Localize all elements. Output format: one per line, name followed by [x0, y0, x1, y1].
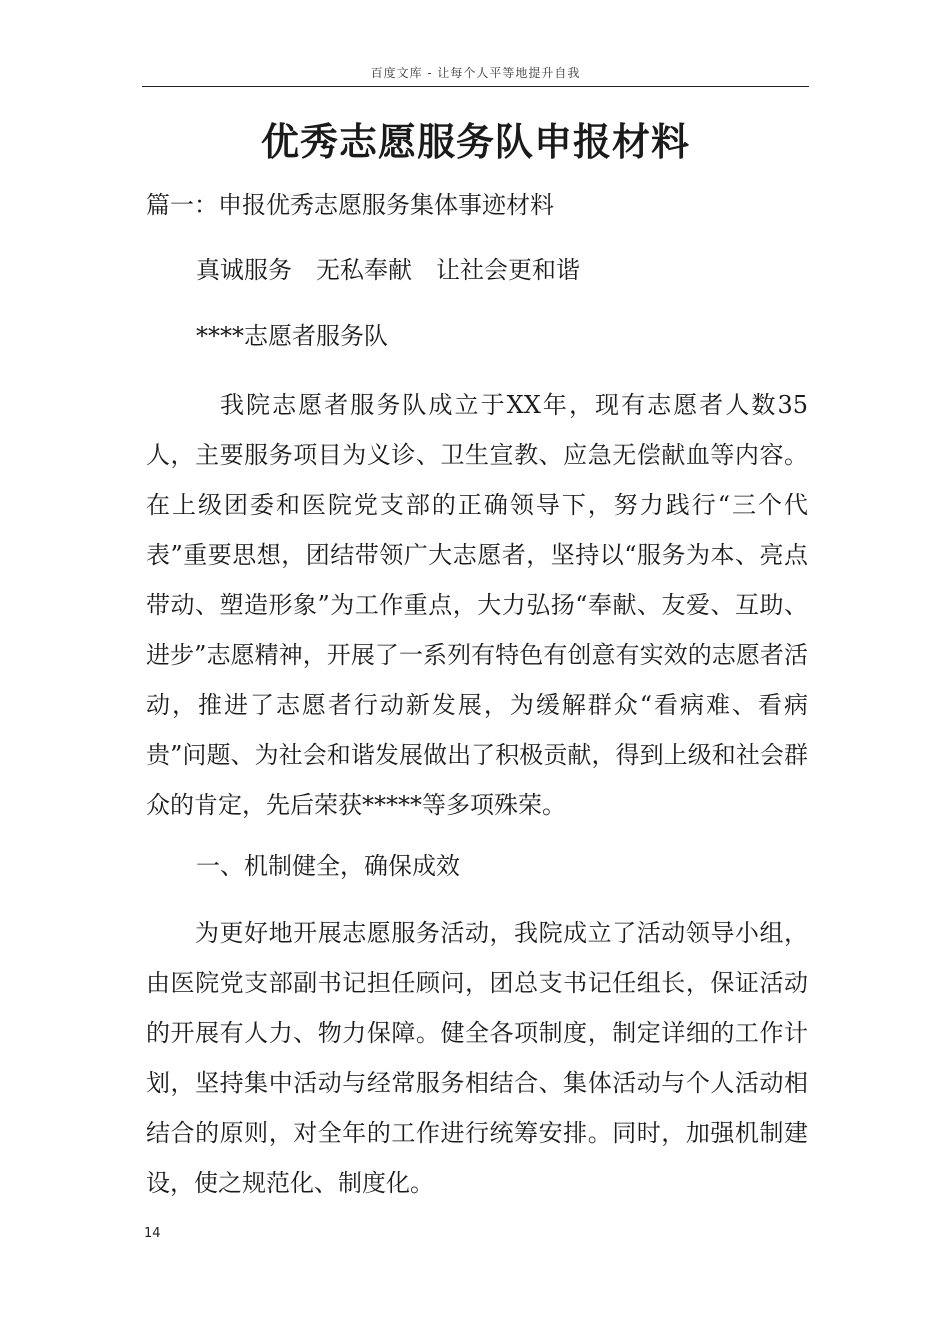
page-header: 百度文库 - 让每个人平等地提升自我: [370, 66, 581, 80]
page-number: 14: [144, 1226, 161, 1241]
mechanism-paragraph: 为更好地开展志愿服务活动，我院成立了活动领导小组，由医院党支部副书记担任顾问，团总支书记任组长，保证活动的开展有人力、物力保障。健全各项制度，制定详细的工作计划，坚持集中活动与经常服务相结合、集体活动与个人活动相结合的原则，对全年的工作进行统筹安排。同时，加强机制建设，使之规范化、制度化。: [146, 919, 808, 1197]
header-divider: [142, 86, 809, 87]
team-name: ****志愿者服务队: [196, 322, 388, 350]
section-heading: 篇一：申报优秀志愿服务集体事迹材料: [146, 191, 554, 219]
subheading-mechanism: 一、机制健全，确保成效: [196, 852, 460, 880]
document-title: 优秀志愿服务队申报材料: [260, 119, 690, 164]
intro-paragraph: 我院志愿者服务队成立于XX年，现有志愿者人数35人，主要服务项目为义诊、卫生宣教、应急无偿献血等内容。在上级团委和医院党支部的正确领导下，努力践行“三个代表”重要思想，团结带领广大志愿者，坚持以“服务为本、亮点带动、塑造形象”为工作重点，大力弘扬“奉献、友爱、互助、进步”志愿精神，开展了一系列有特色有创意有实效的志愿者活动，推进了志愿者行动新发展，为缓解群众“看病难、看病贵”问题、为社会和谐发展做出了积极贡献，得到上级和社会群众的肯定，先后荣获*****等多项殊荣。: [146, 391, 808, 819]
slogan: 真诚服务 无私奉献 让社会更和谐: [196, 256, 580, 284]
